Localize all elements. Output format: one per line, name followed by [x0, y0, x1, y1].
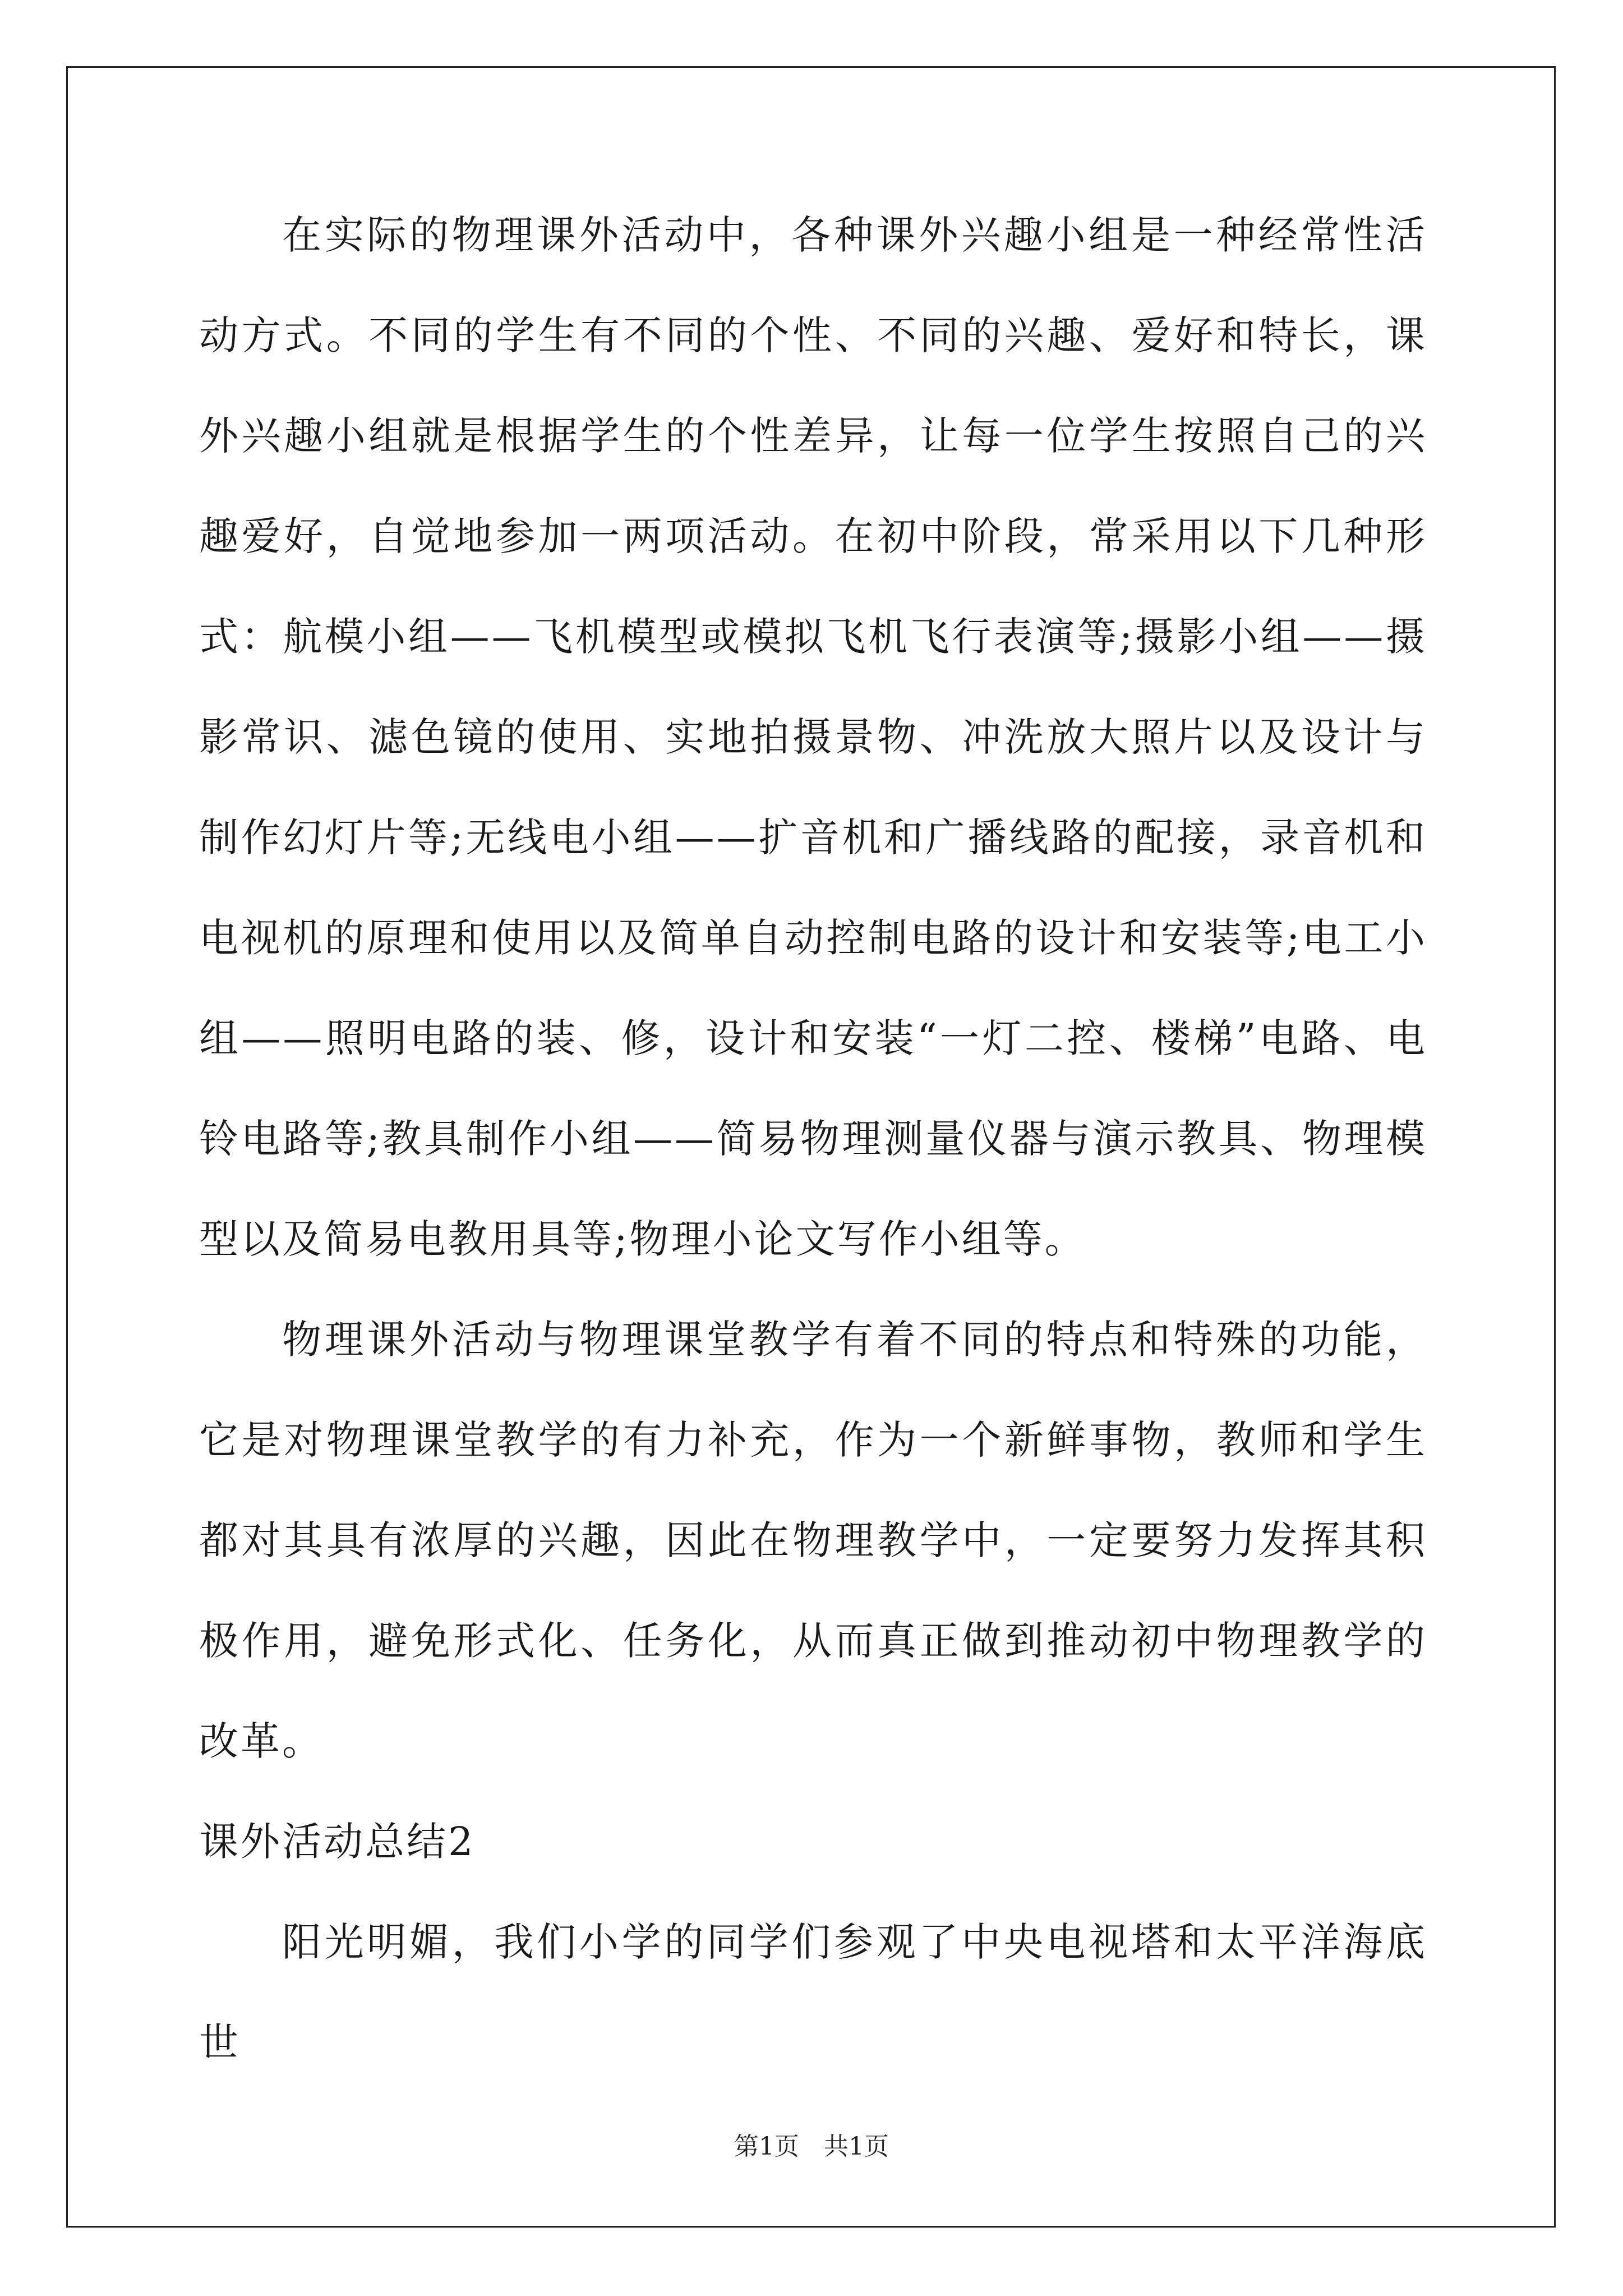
section-heading: 课外活动总结2	[199, 1819, 476, 1865]
paragraph-visit: 阳光明媚，我们小学的同学们参观了中央电视塔和太平洋海底世	[199, 1919, 1427, 2065]
document-body	[199, 185, 1427, 2093]
paragraph-classroom-comparison: 物理课外活动与物理课堂教学有着不同的特点和特殊的功能，它是对物理课堂教学的有力补充，作为一个新鲜事物，教师和学生都对其具有浓厚的兴趣，因此在物理教学中，一定要努力发挥其积极作用，避免形式化、任务化，从而真正做到推动初中物理教学的改革。	[199, 1317, 1427, 1764]
paragraph-interest-groups: 在实际的物理课外活动中，各种课外兴趣小组是一种经常性活动方式。不同的学生有不同的个性、不同的兴趣、爱好和特长，课外兴趣小组就是根据学生的个性差异，让每一位学生按照自己的兴趣爱好，自觉地参加一两项活动。在初中阶段，常采用以下几种形式：航模小组——飞机模型或模拟飞机飞行表演等;摄影小组——摄影常识、滤色镜的使用、实地拍摄景物、冲洗放大照片以及设计与制作幻灯片等;无线电小组——扩音机和广播线路的配接，录音机和电视机的原理和使用以及简单自动控制电路的设计和安装等;电工小组——照明电路的装、修，设计和安装“一灯二控、楼梯”电路、电铃电路等;教具制作小组——简易物理测量仪器与演示教具、物理模型以及简易电教用具等;物理小论文写作小组等。	[199, 212, 1427, 1262]
page-number-footer: 第1页 共1页	[734, 2132, 889, 2161]
